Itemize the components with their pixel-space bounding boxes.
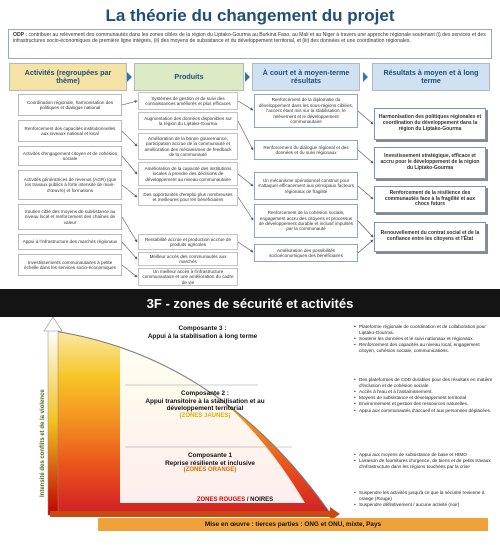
header-activites: Activités (regroupées par thème): [9, 63, 127, 91]
header-moyen-terme: Résultats à moyen et à long terme: [372, 63, 490, 91]
activite-box: Renforcement des capacités institutionnelles aux niveaux national et local: [18, 120, 122, 142]
resultat-moyen-box: Harmonisation des politiques régionales et coordination du développement dans la région du Liptako-Gourma: [374, 108, 486, 140]
produit-box: Amélioration de la bonne gouvernance, participation accrue de la communauté et amélioration des mécanismes de feedback de la communauté: [138, 133, 238, 160]
list-item: • Soutenir les données et le suivi nationaux et régionaux.: [354, 336, 494, 342]
produit-box: Systèmes de gestion et de suivi des connaissances améliorés et plus efficaces: [138, 92, 238, 110]
list-item: • Livraison de fournitures d'urgence, de biens et de petits travaux d'infrastructure dans les régions touchées par la crise: [354, 458, 494, 469]
composante-3: [130, 325, 275, 340]
activite-box: Investissements communautaires à petite échelle dans les services socio-économiques: [18, 254, 122, 276]
produit-box: Augmentation des données disponibles sur la région du Liptako-Gourma: [138, 112, 238, 130]
odp-text: contribuer au relèvement des communautés dans les zones cibles de la région du Liptako-Gourma au Burkina Faso, au Mali et au Niger à travers une approche régionale soutenant (i) des services et des infrastructures socio-économiques de première ligne intégrés, (ii) des moyens de subsistance et du développement territorial, et (iii) des données et une coordination régionales.: [13, 32, 486, 45]
list-item: • Renforcement des capacités au niveau local, engagement citoyen, cohésion sociale, communications.: [354, 342, 494, 353]
zones-banner: 3F - zones de sécurité et activités: [0, 289, 500, 317]
list-item: • Suspendre les activités jusqu'à ce que la sécurité revienne à orange (Rouge): [354, 490, 494, 501]
resultat-court-box: Renforcement du dialogue régional et des données et du suivi régionaux: [254, 140, 358, 160]
resultat-moyen-box: Renforcement de la résilience des communautés face à la fragilité et aux chocs futurs: [374, 186, 486, 213]
composante-2: [130, 390, 280, 419]
activite-box: Activités d'engagement citoyen et de cohésion sociale: [18, 146, 122, 166]
composante-1: [150, 452, 270, 473]
resultat-court-box: Amélioration des possibilités socioéconomiques des bénéficiaires: [254, 244, 358, 262]
composante-3-subtitle: Appui à la stabilisation à long terme: [147, 332, 258, 340]
resultat-moyen-box: Investissement stratégique, efficace et accru pour le développement de la région du Liptako-Gourma: [374, 147, 486, 179]
resultat-court-box: Renforcement de la cohésion sociale, engagement accru des citoyens et processus de développement durable et inclusif impulsés par la communauté: [254, 204, 358, 238]
list-item: • Appui aux moyens de subsistance de base et HIMO: [354, 452, 494, 458]
list-item: • Moyens de subsistance et développement territorial: [354, 395, 494, 401]
implementation-footer: Mise en œuvre : tierces parties : ONG et ONU, mixte, Pays: [98, 518, 488, 531]
list-item: • Des plateformes de CDD durables pour des résultats en matière d'inclusion et de cohésion sociale: [354, 377, 494, 388]
resultat-court-box: Un mécanisme opérationnel construit pour s'attaquer efficacement aux principaux facteurs régionaux de fragilité: [254, 172, 358, 200]
composante-2-subtitle: Appui transitoire à la stabilisation et au développement territorial: [145, 397, 265, 413]
zone-jaunes-label: (ZONES JAUNES): [179, 412, 231, 419]
axis-label-conflict-intensity: Intensité des conflits et de la violence: [40, 389, 46, 497]
list-item: • Accès à l'eau et à l'assainissement.: [354, 389, 494, 395]
bullets-composante-1: [354, 452, 494, 470]
header-court-terme: À court et à moyen-terme résultats: [252, 63, 360, 91]
produit-box: Rentabilité accrue et production accrue de produits agricoles: [138, 234, 238, 250]
header-produits: Produits: [134, 63, 244, 91]
produit-box: Des opportunités d'emploi plus nombreuses et meilleures pour les bénéficiaires: [138, 188, 238, 206]
activite-box: Soutien ciblé des moyens de subsistance au niveau local et renforcement des chaînes de valeur: [18, 204, 122, 230]
composante-2-title: Composante 2 :: [181, 390, 229, 397]
activite-box: Appui à l'infrastructure des marchés régionaux: [18, 234, 122, 250]
page-title: La théorie du changement du projet: [105, 6, 395, 25]
list-item: • Suspendre définitivement / aucune activité (noir): [354, 502, 494, 508]
composante-3-title: Composante 3 :: [178, 325, 227, 332]
odp-label: ODP :: [13, 32, 28, 38]
produit-box: Un meilleur accès à l'infrastructure communautaire et une amélioration du cadre de vie: [138, 268, 238, 286]
zones-noires-text: / NOIRES: [245, 497, 274, 503]
activite-box: Coordination régionale, harmonisation des politiques et dialogue national: [18, 94, 122, 116]
activite-box: Activités génératrices de revenus (AGR) (que les travaux publics à forte intensité de main-d'œuvre) et formations: [18, 170, 122, 200]
resultat-court-box: Renforcement de la diplomatie du développement dans les sous-régions ciblées, l'accent étant mis sur la stabilisation, le relèvement et le développement communautaire: [254, 94, 358, 128]
resultat-moyen-box: Renouvellement du contrat social et de la confiance entre les citoyens et l'État: [374, 222, 486, 252]
produit-box: Meilleur accès des communautés aux marchés: [138, 252, 238, 266]
bullets-zones-rouges: [354, 490, 494, 508]
list-item: • Appui aux communautés d'accueil et aux personnes déplacées.: [354, 408, 494, 414]
bullets-composante-2: [354, 377, 494, 414]
composante-1-subtitle: Reprise résiliente et inclusive: [165, 459, 255, 467]
zones-rouges-noires-label: [175, 497, 295, 503]
zone-orange-label: (ZONES ORANGE): [183, 467, 237, 474]
zones-rouges-text: ZONES ROUGES: [196, 497, 246, 503]
list-item: • Plateforme régionale de coordination et de collaboration pour Liptako-Gourma.: [354, 324, 494, 335]
list-item: • Environnement et gestion des ressources naturelles.: [354, 401, 494, 407]
bullets-composante-3: [354, 324, 494, 354]
composante-1-title: Composante 1: [187, 452, 233, 459]
produit-box: Amélioration de la capacité des institutions locales à prendre des décisions de développement au niveau communautaire: [138, 162, 238, 186]
